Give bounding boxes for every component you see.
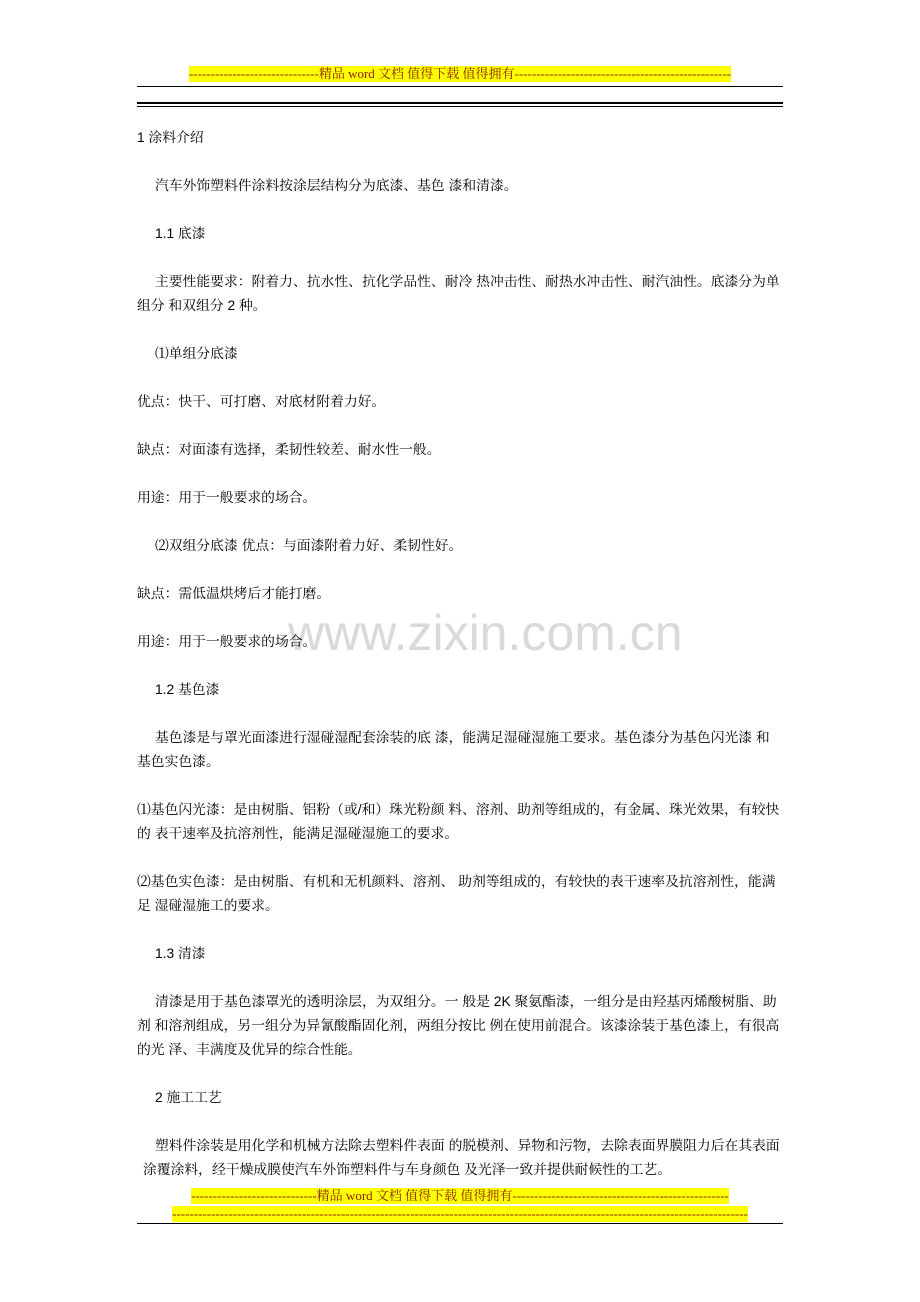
header-double-rule-thick	[137, 102, 783, 104]
section-heading-1	[137, 126, 783, 150]
paragraph-solid-basecoat	[137, 870, 783, 918]
paragraph-process	[137, 1134, 783, 1182]
text-line: 涂覆涂料，经干燥成膜使汽车外饰塑料件与车身颜色 及光泽一致并提供耐候性的工艺。	[143, 1162, 672, 1177]
text-line: 1.3 清漆	[155, 946, 206, 961]
text-line: 基色实色漆。	[137, 754, 220, 769]
paragraph-disadvantages	[137, 438, 783, 462]
text-line: ⑵基色实色漆：是由树脂、有机和无机颜料、溶剂、 助剂等组成的，有较快的表干速率及抗溶剂性，能满	[137, 874, 776, 889]
paragraph-primer-requirements	[137, 270, 783, 318]
subheading-single-component-primer	[137, 342, 783, 366]
text-line: ⑴单组分底漆	[155, 346, 238, 361]
footer-dashes-row	[0, 1206, 920, 1222]
text-line: 1.2 基色漆	[155, 682, 220, 697]
text-line: 足 湿碰湿施工的要求。	[137, 898, 279, 913]
text-line: ⑴基色闪光漆：是由树脂、铝粉（或/和）珠光粉颜 料、溶剂、助剂等组成的，有金属、珠光效果，有较快	[137, 802, 780, 817]
section-heading-2	[137, 1086, 783, 1110]
text-line: ⑵双组分底漆 优点：与面漆附着力好、柔韧性好。	[155, 538, 463, 553]
text-line: 剂 和溶剂组成，另一组分为异氰酸酯固化剂，两组分按比 例在使用前混合。该漆涂装于基色漆上，有很高	[137, 1018, 780, 1033]
paragraph-intro	[137, 174, 783, 198]
section-heading-1-3	[137, 942, 783, 966]
text-line: 用途：用于一般要求的场合。	[137, 490, 317, 505]
text-line: 1.1 底漆	[155, 226, 206, 241]
section-heading-1-2	[137, 678, 783, 702]
paragraph-usage-2	[137, 630, 783, 654]
footer-rule	[137, 1223, 783, 1224]
section-heading-1-1	[137, 222, 783, 246]
text-line: 汽车外饰塑料件涂料按涂层结构分为底漆、基色 漆和清漆。	[155, 178, 518, 193]
text-line: 1 涂料介绍	[137, 130, 204, 145]
footer-dashes: -------------------------------------------------------------------------------------------------------------------------------------	[172, 1206, 748, 1221]
footer-banner: -----------------------------精品 word 文档 值得下载 值得拥有--------------------------------------------------	[191, 1188, 729, 1203]
text-line: 组分 和双组分 2 种。	[137, 298, 267, 313]
text-line: 优点：快干、可打磨、对底材附着力好。	[137, 394, 386, 409]
header-banner: ------------------------------精品 word 文档 值得下载 值得拥有--------------------------------------------------	[188, 66, 732, 81]
footer-banner-row	[0, 1188, 920, 1204]
paragraph-clearcoat	[137, 990, 783, 1062]
paragraph-disadvantages-2	[137, 582, 783, 606]
header-rule	[137, 86, 783, 87]
text-line: 清漆是用于基色漆罩光的透明涂层，为双组分。一 般是 2K 聚氨酯漆，一组分是由羟基丙烯酸树脂、助	[155, 994, 777, 1009]
text-line: 的 表干速率及抗溶剂性，能满足湿碰湿施工的要求。	[137, 826, 459, 841]
header-banner-row	[0, 66, 920, 82]
text-line: 缺点：需低温烘烤后才能打磨。	[137, 586, 331, 601]
text-line: 主要性能要求：附着力、抗水性、抗化学品性、耐冷 热冲击性、耐热水冲击性、耐汽油性。底漆分为单	[155, 274, 780, 289]
paragraph-metallic-basecoat	[137, 798, 783, 846]
text-line: 塑料件涂装是用化学和机械方法除去塑料件表面 的脱模剂、异物和污物，去除表面界膜阻力后在其表面	[155, 1138, 780, 1153]
text-line: 用途：用于一般要求的场合。	[137, 634, 317, 649]
paragraph-basecoat	[137, 726, 783, 774]
text-line: 基色漆是与罩光面漆进行湿碰湿配套涂装的底 漆，能满足湿碰湿施工要求。基色漆分为基色闪光漆 和	[155, 730, 770, 745]
paragraph-advantages	[137, 390, 783, 414]
paragraph-usage	[137, 486, 783, 510]
text-line: 缺点：对面漆有选择，柔韧性较差、耐水性一般。	[137, 442, 441, 457]
header-double-rule-thin	[137, 106, 783, 107]
text-line: 的光 泽、丰满度及优异的综合性能。	[137, 1042, 362, 1057]
document-body	[137, 126, 783, 1206]
text-line: 2 施工工艺	[155, 1090, 222, 1105]
watermark: www.zixin.com.cn	[288, 605, 683, 661]
subheading-two-component-primer	[137, 534, 783, 558]
